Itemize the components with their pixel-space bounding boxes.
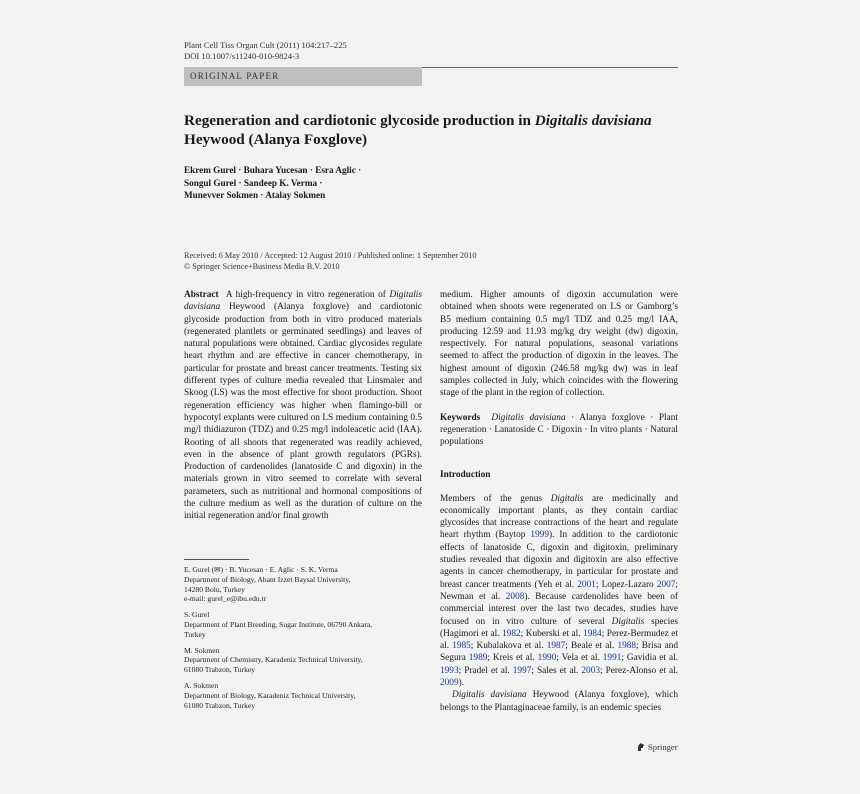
citation-link[interactable]: 2001: [577, 579, 596, 590]
intro-genus: Digitalis: [611, 616, 645, 627]
affiliation-authors: S. Gurel: [184, 610, 210, 620]
affiliation-block: [184, 565, 422, 604]
journal-header: [184, 40, 347, 62]
keywords-paragraph: [440, 412, 678, 449]
intro-text: ; Gavidia et al.: [621, 653, 679, 664]
affiliation-department: Department of Plant Breeding, Sugar Institute, 06790 Ankara,: [184, 619, 373, 629]
keywords-label: Keywords: [440, 412, 481, 423]
article-dates: [184, 250, 678, 272]
left-column: [184, 289, 422, 523]
intro-text: ; Lopez-Lazaro: [595, 579, 657, 590]
affiliation-city: 14280 Bolu, Turkey: [184, 584, 245, 594]
title-species: Digitalis davisiana: [534, 112, 652, 129]
abstract-text: Heywood (Alanya foxglove) and cardiotonic glycoside production from both in vitro produced materials (regenerated plantlets or germinated seedlings) and leaves of natural populations were obtained. Cardiac glycosides regulate heart rhythm and are effective in cancer chemotherapy, in particular for prostate and breast cancer treatments. Testing six different types of culture media revealed that Linsmaier and Skoog (LS) was the most effective for shoot production. Shoot regeneration efficiency was higher when flamingo-bill or hypocotyl explants were cultured on LS medium containing 0.5 mg/l thidiazuron (TDZ) and 0.25 mg/l indoleacetic acid (IAA). Rooting of all shoots that regenerated was readily achieved, even in the absence of plant growth regulators (PGRs). Production of cardenolides (lanatoside C and digoxin) in the materials grown in vitro seemed to correlate with several parameters, such as nutritional and hormonal compositions of the culture medium as well as the duration of culture on the initial regeneration and/or final growth: [184, 302, 422, 522]
citation-link[interactable]: 1982: [502, 628, 521, 639]
intro-text: ; Newman et al.: [440, 579, 679, 602]
right-column: [440, 289, 678, 714]
affiliation-authors: M. Sokmen: [184, 645, 220, 655]
intro-text: ; Perez-Bermudez et al.: [440, 628, 678, 652]
introduction-paragraph: [440, 493, 678, 690]
journal-doi: DOI 10.1007/s11240-010-9824-3: [184, 51, 300, 61]
citation-link[interactable]: 2008: [505, 591, 525, 602]
author-line: Ekrem Gurel · Buhara Yucesan · Esra Aglic ·: [184, 165, 362, 175]
intro-text: Heywood (Alanya foxglove), which belongs to the Plantaginaceae family, is an endemic species: [440, 690, 678, 713]
intro-text: ; Brisa and Segura: [440, 641, 679, 664]
abstract-paragraph: [184, 289, 422, 523]
intro-text: Members of the genus: [440, 493, 551, 504]
citation-link[interactable]: 1993: [440, 665, 459, 676]
citation-link[interactable]: 2009: [440, 678, 459, 689]
affiliation-department: Department of Biology, Karadeniz Technical University,: [184, 690, 356, 700]
title-text-end: Heywood (Alanya Foxglove): [184, 131, 368, 148]
author-line: Munevver Sokmen · Atalay Sokmen: [184, 190, 326, 201]
author-line: Songul Gurel · Sandeep K. Verma ·: [184, 177, 323, 188]
abstract-continued: medium. Higher amounts of digoxin accumulation were obtained when shoots were regenerated on LS or Gamborg’s B5 medium containing 0.5 mg/l TDZ and 0.25 mg/l IAA, producing 12.59 and 11.93 mg/kg dry weight (dw) digoxin, respectively. For natural populations, seasonal variations seemed to affect the production of digoxin in the leaves. The highest amount of digoxin (246.58 mg/kg dw) was in leaf samples collected in July, which coincides with the flowering stage of the plant in the region of collection.: [440, 290, 678, 399]
publisher-name: Springer: [648, 742, 678, 752]
keyword-species: Digitalis davisiana: [491, 412, 566, 423]
affiliation-city: Turkey: [184, 629, 206, 639]
abstract-species: Digitalis davisiana: [184, 290, 422, 313]
title-text: Regeneration and cardiotonic glycoside production in: [184, 112, 535, 129]
affiliation-block: [184, 646, 422, 675]
introduction-paragraph-2: [440, 689, 678, 714]
intro-text: ; Vela et al.: [556, 653, 603, 664]
intro-text: are medicinally and economically important plants, as they contain cardiac glycosides that increase contractions of the heart and regulate heart rhythm (Baytop: [440, 493, 679, 541]
publisher-logo: [636, 742, 678, 752]
affiliation-authors: E. Gurel (✉) · B. Yucesan · E. Aglic · S. K. Verma: [184, 565, 338, 574]
citation-link[interactable]: 1991: [602, 653, 622, 664]
journal-citation: Plant Cell Tiss Organ Cult (2011) 104:217–225: [184, 40, 347, 50]
citation-link[interactable]: 1997: [512, 665, 532, 676]
affiliation-department: Department of Chemistry, Karadeniz Technical University,: [184, 655, 363, 665]
intro-text: ; Kuberski et al.: [520, 628, 584, 639]
affiliation-city: 61080 Trabzon, Turkey: [184, 665, 256, 675]
footnote-rule: [184, 559, 249, 560]
citation-link[interactable]: 1984: [583, 628, 602, 639]
introduction-heading: Introduction: [440, 469, 491, 480]
citation-link[interactable]: 1990: [537, 653, 557, 664]
affiliation-department: Department of Biology, Abant Izzet Baysal University,: [184, 574, 351, 584]
intro-text: species (Hagimori et al.: [440, 616, 678, 639]
intro-text: ). Because cardenolides have been of commercial interest over the last two decades, studies have focused on in vitro culture of several: [440, 591, 678, 627]
citation-link[interactable]: 1999: [530, 530, 549, 541]
article-title: [184, 111, 664, 149]
citation-link[interactable]: 1989: [468, 653, 488, 664]
copyright-notice: © Springer Science+Business Media B.V. 2010: [184, 262, 340, 271]
author-list: [184, 164, 484, 202]
intro-text: ; Beale et al.: [565, 641, 618, 652]
intro-text: ; Perez-Alonso et al.: [600, 665, 678, 676]
citation-link[interactable]: 1987: [546, 641, 566, 652]
affiliations: [184, 565, 422, 716]
citation-link[interactable]: 2007: [656, 579, 676, 590]
received-dates: Received: 6 May 2010 / Accepted: 12 August 2010 / Published online: 1 September 2010: [184, 251, 477, 260]
abstract-text: A high-frequency in vitro regeneration of: [225, 290, 390, 300]
affiliation-block: [184, 610, 422, 639]
keywords-text: · Alanya foxglove · Plant regeneration · Lanatoside C · Digoxin · In vitro plants · Natural populations: [440, 412, 678, 448]
citation-link[interactable]: 1988: [617, 641, 637, 652]
intro-genus: Digitalis: [550, 493, 584, 504]
affiliation-city: 61080 Trabzon, Turkey: [184, 700, 256, 710]
article-type-band: ORIGINAL PAPER: [184, 67, 422, 86]
abstract-label: Abstract: [184, 290, 219, 300]
intro-text: ; Kubalakova et al.: [470, 641, 547, 652]
intro-text: ). In addition to the cardiotonic effects of lanatoside C, digoxin and digitoxin, preliminary studies revealed that digoxin and digitoxin are also effective agents in cancer chemotherapy, in particular for prostate and breast cancer treatments (Yeh et al.: [440, 530, 678, 590]
intro-text: ; Kreis et al.: [487, 653, 538, 664]
intro-text: ).: [458, 678, 465, 689]
intro-species: Digitalis davisiana: [452, 690, 527, 701]
intro-text: ; Sales et al.: [531, 665, 582, 676]
affiliation-email[interactable]: e-mail: gurel_e@ibu.edu.tr: [184, 594, 267, 604]
affiliation-block: [184, 681, 422, 710]
citation-link[interactable]: 1985: [452, 641, 471, 652]
affiliation-authors: A. Sokmen: [184, 680, 219, 690]
intro-text: ; Pradel et al.: [458, 665, 513, 676]
springer-horse-icon: [636, 742, 646, 752]
citation-link[interactable]: 2003: [581, 665, 600, 676]
